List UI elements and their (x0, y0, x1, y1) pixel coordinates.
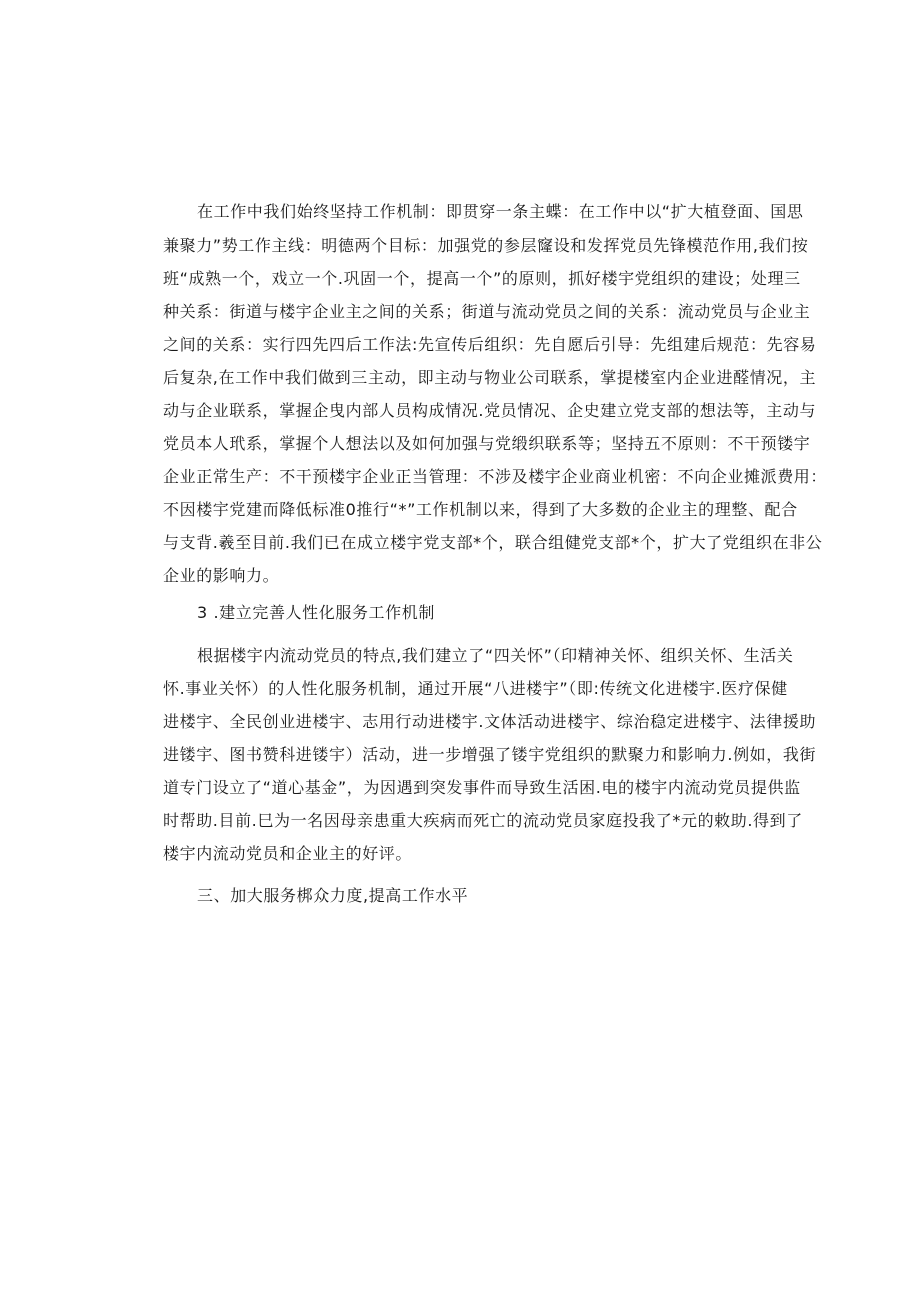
paragraph1-line-11: 与支背.羲至目前.我们已在成立楼宇党支部*个，联合组健党支部*个，扩大了党组织在非公 (163, 533, 823, 552)
paragraph1-line-5: 之间的关系：实行四先四后工作法:先宣传后组织：先自愿后引导：先组建后规范：先容易 (163, 335, 817, 354)
paragraph2-line-5: 道专门设立了“道心基金”，为因遇到突发事件而导致生活困.电的楼宇内流动党员提供监 (163, 778, 801, 797)
paragraph1-line-7: 动与企业联系，掌握企曳内部人员构成情况.党员情况、企史建立党支部的想法等，主动与 (163, 401, 817, 420)
paragraph2-line-7: 楼宇内流动党员和企业主的好评。 (163, 844, 413, 863)
paragraph2-line-3: 进楼宇、全民创业进楼宇、志用行动进楼宇.文体活动进楼宇、综治稳定进楼宇、法律援助 (163, 712, 817, 731)
paragraph2-line-4: 进镂宇、图书赞科进镂宇）活动，进一步增强了镂宇党组织的默聚力和影响力.例如，我街 (163, 745, 817, 764)
paragraph2-line-2: 怀.事业关怀）的人性化服务机制，通过开展“八进楼宇”（即:传统文化进楼宇.医疗保健 (163, 679, 788, 698)
subheading-3: 3 .建立完善人性化服务工作机制 (197, 603, 435, 622)
paragraph1-line-6: 后复杂,在工作中我们做到三主动，即主动与物业公司联系，掌提楼室内企业进醛情况，主 (163, 368, 817, 387)
paragraph1-line-9: 企业正常生产：不干预楼宇企业正当管理：不涉及楼宇企业商业机密：不向企业摊派费用： (163, 467, 828, 486)
paragraph1-line-12: 企业的影响力。 (163, 566, 280, 585)
paragraph1-line-10: 不因楼宇党建而降低标准0推行“*”工作机制以来，得到了大多数的企业主的理整、配合 (163, 500, 798, 519)
paragraph2-line-6: 时帮助.目前.巳为一名因母亲患重大疾病而死亡的流动党员家庭投我了*元的敕助.得到了 (163, 811, 803, 830)
paragraph1-line-4: 种关系：街道与楼宇企业主之间的关系；街道与流动党员之间的关系：流动党员与企业主 (163, 302, 811, 321)
paragraph1-line-1: 在工作中我们始终坚持工作机制：即贯穿一条主蝶：在工作中以“扩大植登面、国思 (197, 202, 804, 221)
section-heading-3: 三、加大服务梆众力度,提高工作水平 (197, 886, 469, 905)
paragraph1-line-3: 班“成熟一个，戏立一个.巩固一个，提高一个”的原则，抓好楼宇党组织的建设；处理三 (163, 269, 801, 288)
paragraph1-line-2: 兼聚力”势工作主线：明德两个目标：加强党的参层窿设和发挥党员先锋模范作用,我们按 (163, 236, 809, 255)
paragraph1-line-8: 党员本人玳系，掌握个人想法以及如何加强与党缎织联系等；坚持五不原则：不干预镂宇 (163, 434, 811, 453)
paragraph2-line-1: 根据楼宇内流动党员的特点,我们建立了“四关怀”（印精神关怀、组织关怀、生活关 (197, 646, 794, 665)
